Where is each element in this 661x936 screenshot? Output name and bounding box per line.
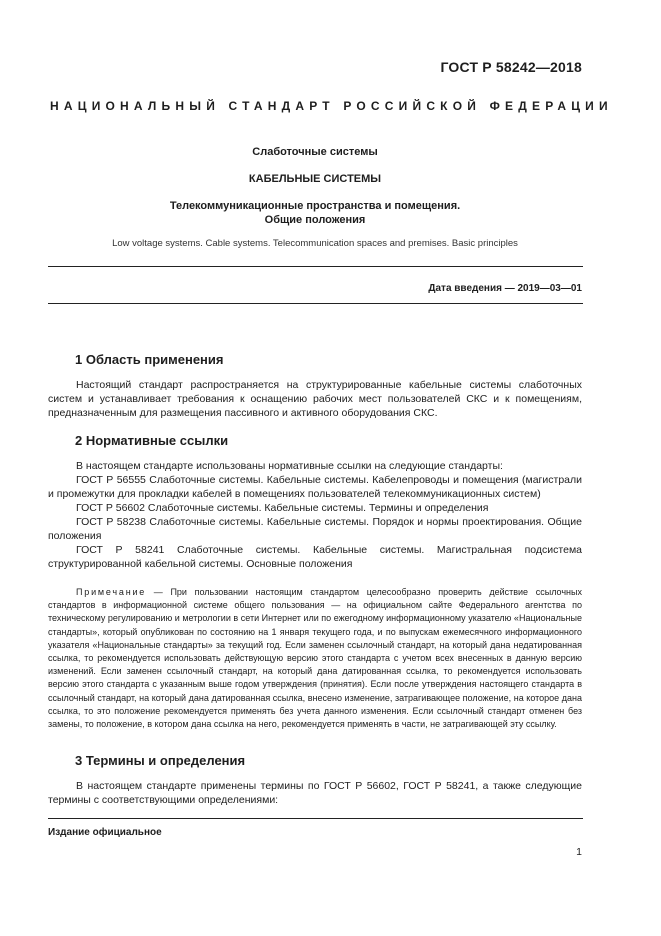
gost-number: ГОСТ Р 58242—2018 — [440, 59, 582, 75]
references-intro: В настоящем стандарте использованы нормативные ссылки на следующие стандарты: — [76, 460, 503, 472]
references-note — [48, 586, 582, 731]
title-line-1: Слаботочные системы — [252, 146, 378, 158]
divider-top — [48, 266, 583, 267]
title-line-3 — [50, 199, 580, 227]
section-3-paragraph: В настоящем стандарте применены термины по ГОСТ Р 56602, ГОСТ Р 58241, а также следующие термины с соответствующими определениями: — [48, 780, 582, 806]
title-line-3a: Телекоммуникационные пространства и помещения. — [169, 200, 461, 212]
title-line-2: КАБЕЛЬНЫЕ СИСТЕМЫ — [248, 173, 382, 185]
english-title: Low voltage systems. Cable systems. Telecommunication spaces and premises. Basic principles — [112, 238, 518, 249]
note-text: — При пользовании настоящим стандартом целесообразно проверить действие ссылочных стандартов в информационной системе общего пользования — на официальном сайте Федерального агентства по техническому регулированию и метрологии в сети Интернет или по ежегодному информационному указателю «Национальные стандарты», который опубликован по состоянию на 1 января текущего года, и по выпускам ежемесячного информационного указателя «Национальные стандарты» за текущий год. Если заменен ссылочный стандарт, на который дана недатированная ссылка, то рекомендуется использовать действующую версию этого стандарта с учетом всех внесенных в данную версию изменений. Если заменен ссылочный стандарт, на который дана датированная ссылка, то рекомендуется использовать версию этого стандарта с указанным выше годом утверждения (принятия). Если после утверждения настоящего стандарта в ссылочный стандарт, на который дана датированная ссылка, внесено изменение, затрагивающее положение, на которое дана ссылка, то это положение рекомендуется применять без учета данного изменения. Если ссылочный стандарт отменен без замены, то положение, в котором дана ссылка на него, рекомендуется применять в части, не затрагивающей эту ссылку. — [48, 587, 582, 730]
section-3-heading: 3 Термины и определения — [75, 753, 246, 768]
reference-item: ГОСТ Р 58241 Слаботочные системы. Кабельные системы. Магистральная подсистема структурированной кабельной системы. Основные положения — [48, 544, 582, 570]
national-standard-title: НАЦИОНАЛЬНЫЙ СТАНДАРТ РОССИЙСКОЙ ФЕДЕРАЦИИ — [50, 99, 613, 113]
official-edition-label: Издание официальное — [48, 827, 162, 838]
section-2-heading: 2 Нормативные ссылки — [75, 433, 229, 448]
reference-item: ГОСТ Р 58238 Слаботочные системы. Кабельные системы. Порядок и нормы проектирования. Общие положения — [48, 516, 582, 542]
title-line-3b: Общие положения — [264, 214, 366, 226]
section-1-text — [48, 378, 582, 420]
introduction-date: Дата введения — 2019—03—01 — [428, 283, 582, 294]
divider-date — [48, 303, 583, 304]
page-number: 1 — [576, 846, 582, 858]
divider-bottom — [48, 818, 583, 819]
section-2-text — [48, 459, 582, 571]
section-1-paragraph: Настоящий стандарт распространяется на структурированные кабельные системы слаботочных систем и устанавливает требования к оснащению рабочих мест пользователей СКС и к помещениям, предназначенным для размещения пассивного и активного оборудования СКС. — [48, 379, 582, 419]
note-label: Примечание — [76, 587, 147, 597]
reference-item: ГОСТ Р 56602 Слаботочные системы. Кабельные системы. Термины и определения — [76, 502, 489, 514]
reference-item: ГОСТ Р 56555 Слаботочные системы. Кабельные системы. Кабелепроводы и помещения (магистрали и промежутки для прокладки кабелей в помещениях пользователей телекоммуникационных систем) — [48, 474, 582, 500]
section-3-text — [48, 779, 582, 807]
section-1-heading: 1 Область применения — [75, 352, 224, 367]
